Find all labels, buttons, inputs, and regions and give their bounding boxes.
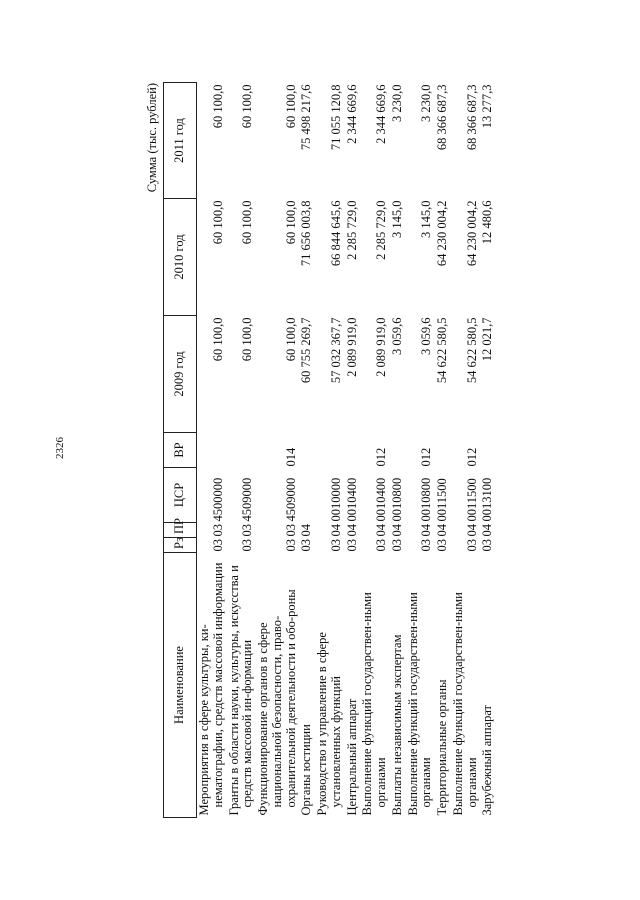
table-row <box>390 83 406 818</box>
row-2011: 68 366 687,3 <box>464 84 479 151</box>
units-label: Сумма (тыс. рублей) <box>145 83 159 193</box>
table-row <box>256 83 299 818</box>
row-2010: 2 285 729,0 <box>374 200 388 260</box>
table-row <box>315 83 345 818</box>
row-2009: 2 089 919,0 <box>344 317 359 377</box>
row-2011: 3 230,0 <box>389 84 404 122</box>
row-csr: 4509000 <box>283 477 298 522</box>
row-2010: 64 230 004,2 <box>435 200 449 267</box>
row-rz: 03 <box>210 539 225 552</box>
row-2009: 60 100,0 <box>210 317 225 362</box>
table-row <box>345 83 361 818</box>
col-header-pr: ПР <box>164 523 197 538</box>
row-2009: 3 059,6 <box>419 317 434 355</box>
budget-table <box>163 82 496 818</box>
row-2009: 2 089 919,0 <box>374 317 388 377</box>
row-csr: 0010000 <box>328 477 343 522</box>
row-pr: 03 <box>240 524 255 537</box>
row-2009: 12 021,7 <box>480 317 495 362</box>
row-name: Центральный аппарат <box>344 698 359 816</box>
row-rz: 03 <box>389 539 404 552</box>
col-header-2011: 2011 год <box>164 83 197 199</box>
row-name: Функционирование органов в сфере национальной безопасности, право-охранительной деятельности и обо-роны <box>256 589 298 816</box>
table-row <box>227 83 257 818</box>
col-header-name: Наименование <box>164 553 197 818</box>
table-row <box>435 83 451 818</box>
row-pr: 04 <box>344 524 359 537</box>
table-row <box>360 83 390 818</box>
row-2011: 71 055 120,8 <box>328 84 343 151</box>
row-2010: 66 844 645,6 <box>328 200 343 267</box>
row-rz: 03 <box>464 539 479 552</box>
row-vr: 012 <box>374 447 388 467</box>
row-2010: 2 285 729,0 <box>344 200 359 260</box>
row-pr: 04 <box>328 524 343 537</box>
table-row <box>299 83 315 818</box>
row-vr <box>315 433 345 468</box>
rotated-document <box>145 83 625 818</box>
row-2009: 60 755 269,7 <box>299 317 314 384</box>
row-vr <box>299 433 315 468</box>
col-header-csr: ЦСР <box>164 468 197 523</box>
row-name: Зарубежный аппарат <box>480 704 495 816</box>
row-csr: 0011500 <box>464 478 479 522</box>
row-csr <box>299 468 315 523</box>
row-pr: 04 <box>299 524 314 537</box>
row-rz: 03 <box>480 539 495 552</box>
col-header-2009: 2009 год <box>164 316 197 433</box>
row-2009: 57 032 367,7 <box>328 317 343 384</box>
row-rz: 03 <box>344 539 359 552</box>
row-pr: 04 <box>374 524 388 537</box>
row-csr: 0010400 <box>344 477 359 522</box>
row-2010: 60 100,0 <box>283 200 298 245</box>
row-pr: 04 <box>480 524 495 537</box>
table-row <box>197 83 227 818</box>
row-csr: 0011500 <box>435 478 449 522</box>
table-body <box>197 83 497 818</box>
table-header <box>164 83 197 818</box>
row-2009: 54 622 580,5 <box>464 317 479 384</box>
row-csr: 0010800 <box>389 477 404 522</box>
row-2009: 60 100,0 <box>283 317 298 362</box>
row-vr <box>227 433 257 468</box>
row-rz: 03 <box>435 539 449 552</box>
table-row <box>480 83 496 818</box>
row-name: Органы юстиции <box>299 724 314 816</box>
row-rz: 03 <box>283 539 298 552</box>
row-vr: 014 <box>283 447 298 467</box>
row-2010: 60 100,0 <box>240 200 255 245</box>
row-pr: 03 <box>283 524 298 537</box>
row-csr: 0013100 <box>480 477 495 522</box>
row-2011: 75 498 217,6 <box>299 84 314 151</box>
row-name: Выполнение функций государствен-ными органами <box>450 592 479 816</box>
row-csr: 4500000 <box>210 477 225 522</box>
col-header-rz: Рз <box>164 538 197 553</box>
page-number: 2326 <box>54 437 66 459</box>
col-header-2010: 2010 год <box>164 199 197 316</box>
row-pr: 04 <box>389 524 404 537</box>
row-2010: 71 656 003,8 <box>299 200 314 267</box>
row-2009: 60 100,0 <box>240 317 255 362</box>
row-2010: 64 230 004,2 <box>464 200 479 267</box>
row-2011: 13 277,3 <box>480 84 495 129</box>
row-rz: 03 <box>240 539 255 552</box>
row-rz: 03 <box>299 539 314 552</box>
col-header-vr: ВР <box>164 433 197 468</box>
row-vr <box>480 433 496 468</box>
row-2009: 54 622 580,5 <box>435 317 449 384</box>
row-name: Мероприятия в сфере культуры, ки-нематографии, средств массовой информации <box>197 562 225 816</box>
row-2011: 68 366 687,3 <box>435 84 449 151</box>
row-pr: 04 <box>419 524 434 537</box>
row-vr: 012 <box>419 447 434 467</box>
row-rz: 03 <box>328 539 343 552</box>
row-2010: 60 100,0 <box>210 200 225 245</box>
row-pr: 04 <box>435 524 449 537</box>
row-name: Гранты в области науки, культуры, искусства и средств массовой ин-формации <box>226 565 255 816</box>
row-vr: 012 <box>464 447 479 467</box>
row-csr: 4509000 <box>240 477 255 522</box>
row-2009: 3 059,6 <box>389 317 404 355</box>
row-name: Территориальные органы <box>435 679 449 816</box>
row-2010: 3 145,0 <box>389 200 404 238</box>
row-2011: 2 344 669,6 <box>344 84 359 144</box>
row-2011: 60 100,0 <box>240 84 255 129</box>
row-2011: 60 100,0 <box>210 84 225 129</box>
row-2011: 3 230,0 <box>419 84 434 122</box>
row-name: Руководство и управление в сфере установленных функций <box>315 632 343 816</box>
row-2011: 60 100,0 <box>283 84 298 129</box>
table-row <box>451 83 481 818</box>
row-name: Выполнение функций государствен-ными органами <box>405 592 434 816</box>
row-name: Выполнение функций государствен-ными органами <box>360 592 388 816</box>
row-vr <box>197 433 227 468</box>
row-2011: 2 344 669,6 <box>374 84 388 144</box>
row-rz: 03 <box>374 539 388 552</box>
row-2010: 3 145,0 <box>419 200 434 238</box>
row-rz: 03 <box>419 539 434 552</box>
row-pr: 03 <box>210 524 225 537</box>
row-vr <box>390 433 406 468</box>
row-vr <box>435 433 451 468</box>
row-name: Выплаты независимым экспертам <box>389 634 404 816</box>
row-vr <box>345 433 361 468</box>
row-pr: 04 <box>464 524 479 537</box>
row-csr: 0010400 <box>374 477 388 522</box>
row-2010: 12 480,6 <box>480 200 495 245</box>
row-csr: 0010800 <box>419 477 434 522</box>
table-row <box>406 83 436 818</box>
